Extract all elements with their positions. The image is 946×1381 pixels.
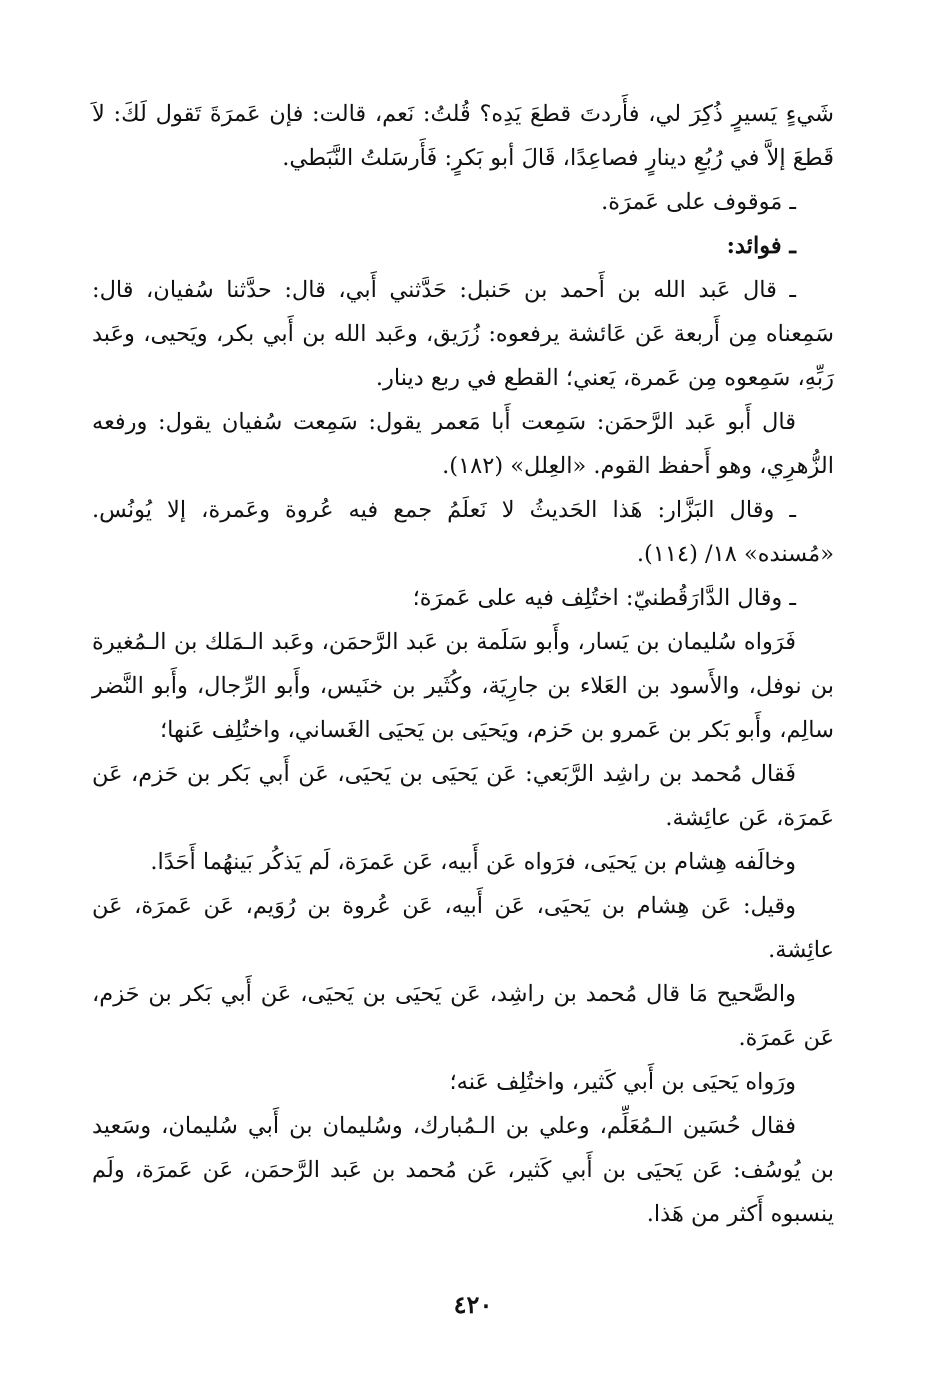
paragraph-muhammad-rashid: فَقال مُحمد بن راشِد الرَّبَعي: عَن يَحيَى بن يَحيَى، عَن أَبي بَكر بن حَزم، عَن عَمرَة، عَن عائِشة. bbox=[92, 761, 834, 831]
page-number: ٤٢٠ bbox=[453, 1290, 493, 1319]
paragraph-yahya-abi-kathir: ورَواه يَحيَى بن أَبي كَثير، واختُلِف عَنه؛ bbox=[449, 1069, 796, 1095]
paragraph-qila: وقيل: عَن هِشام بن يَحيَى، عَن أَبيه، عَن عُروة بن رُوَيم، عَن عَمرَة، عَن عائِشة. bbox=[92, 893, 834, 963]
paragraph-sahih: والصَّحيح مَا قال مُحمد بن راشِد، عَن يَحيَى بن يَحيَى، عَن أَبي بَكر بن حَزم، عَن عَمرَة. bbox=[92, 981, 834, 1051]
paragraph-daraqutni: ـ وقال الدَّارَقُطنيّ: اختُلِف فيه على عَمرَة؛ bbox=[412, 585, 796, 611]
heading-fawaid: ـ فوائد: bbox=[726, 233, 796, 259]
paragraph-bazzar: ـ وقال البَزَّار: هَذا الحَديثُ لا نَعلَمُ جمع فيه عُروة وعَمرة، إلا يُونُس. «مُسنده» ١٨/ (١١٤). bbox=[92, 497, 834, 567]
paragraph-abu-abdurrahman: قال أَبو عَبد الرَّحمَن: سَمِعت أَبا مَعمر يقول: سَمِعت سُفيان يقول: ورفعه الزُّهرِي، وهو أَحفظ القوم. «العِلل» (١٨٢). bbox=[92, 409, 834, 479]
page-text-body bbox=[92, 92, 834, 1236]
paragraph-continuation: شَيءٍ يَسيرٍ ذُكِرَ لي، فأَردتَ قطعَ يَدِه؟ قُلتُ: نَعم، قالت: فإن عَمرَةَ تَقول لَكَ: لاَ قَطعَ إلاَّ في رُبُعِ دينارٍ فصاعِدًا، قَالَ أبو بَكرٍ: فَأَرسَلتُ النَّبَطي. bbox=[92, 101, 834, 171]
paragraph-hisham-opposed: وخالَفه هِشام بن يَحيَى، فرَواه عَن أَبيه، عَن عَمرَة، لَم يَذكُر بَينهُما أَحَدًا. bbox=[150, 849, 796, 875]
paragraph-narrators-list: فَرَواه سُليمان بن يَسار، وأَبو سَلَمة بن عَبد الرَّحمَن، وعَبد الـمَلك بن الـمُغيرة بن نوفل، والأَسود بن العَلاء بن جارِيَة، وكُثَير بن خنَيس، وأَبو الرِّجال، وأَبو النَّضر سالِم، وأَبو بَكر بن عَمرو بن حَزم، ويَحيَى بن يَحيَى الغَساني، واختُلِف عَنها؛ bbox=[92, 629, 834, 743]
paragraph-husayn-muallim: فقال حُسَين الـمُعَلِّم، وعلي بن الـمُبارك، وسُليمان بن أَبي سُليمان، وسَعيد بن يُوسُف: عَن يَحيَى بن أَبي كَثير، عَن مُحمد بن عَبد الرَّحمَن، عَن عَمرَة، ولَم ينسبوه أَكثر من هَذا. bbox=[92, 1113, 834, 1227]
paragraph-abdullah-ahmad: ـ قال عَبد الله بن أَحمد بن حَنبل: حَدَّثني أَبي، قال: حدَّثنا سُفيان، قال: سَمِعناه مِن أَربعة عَن عَائشة يرفعوه: زُرَيق، وعَبد الله بن أَبي بكر، ويَحيى، وعَبد رَبِّهِ، سَمِعوه مِن عَمرة، يَعني؛ القطع في ربع دينار. bbox=[92, 277, 834, 391]
paragraph-mawquf: ـ مَوقوف على عَمرَة. bbox=[601, 189, 796, 215]
